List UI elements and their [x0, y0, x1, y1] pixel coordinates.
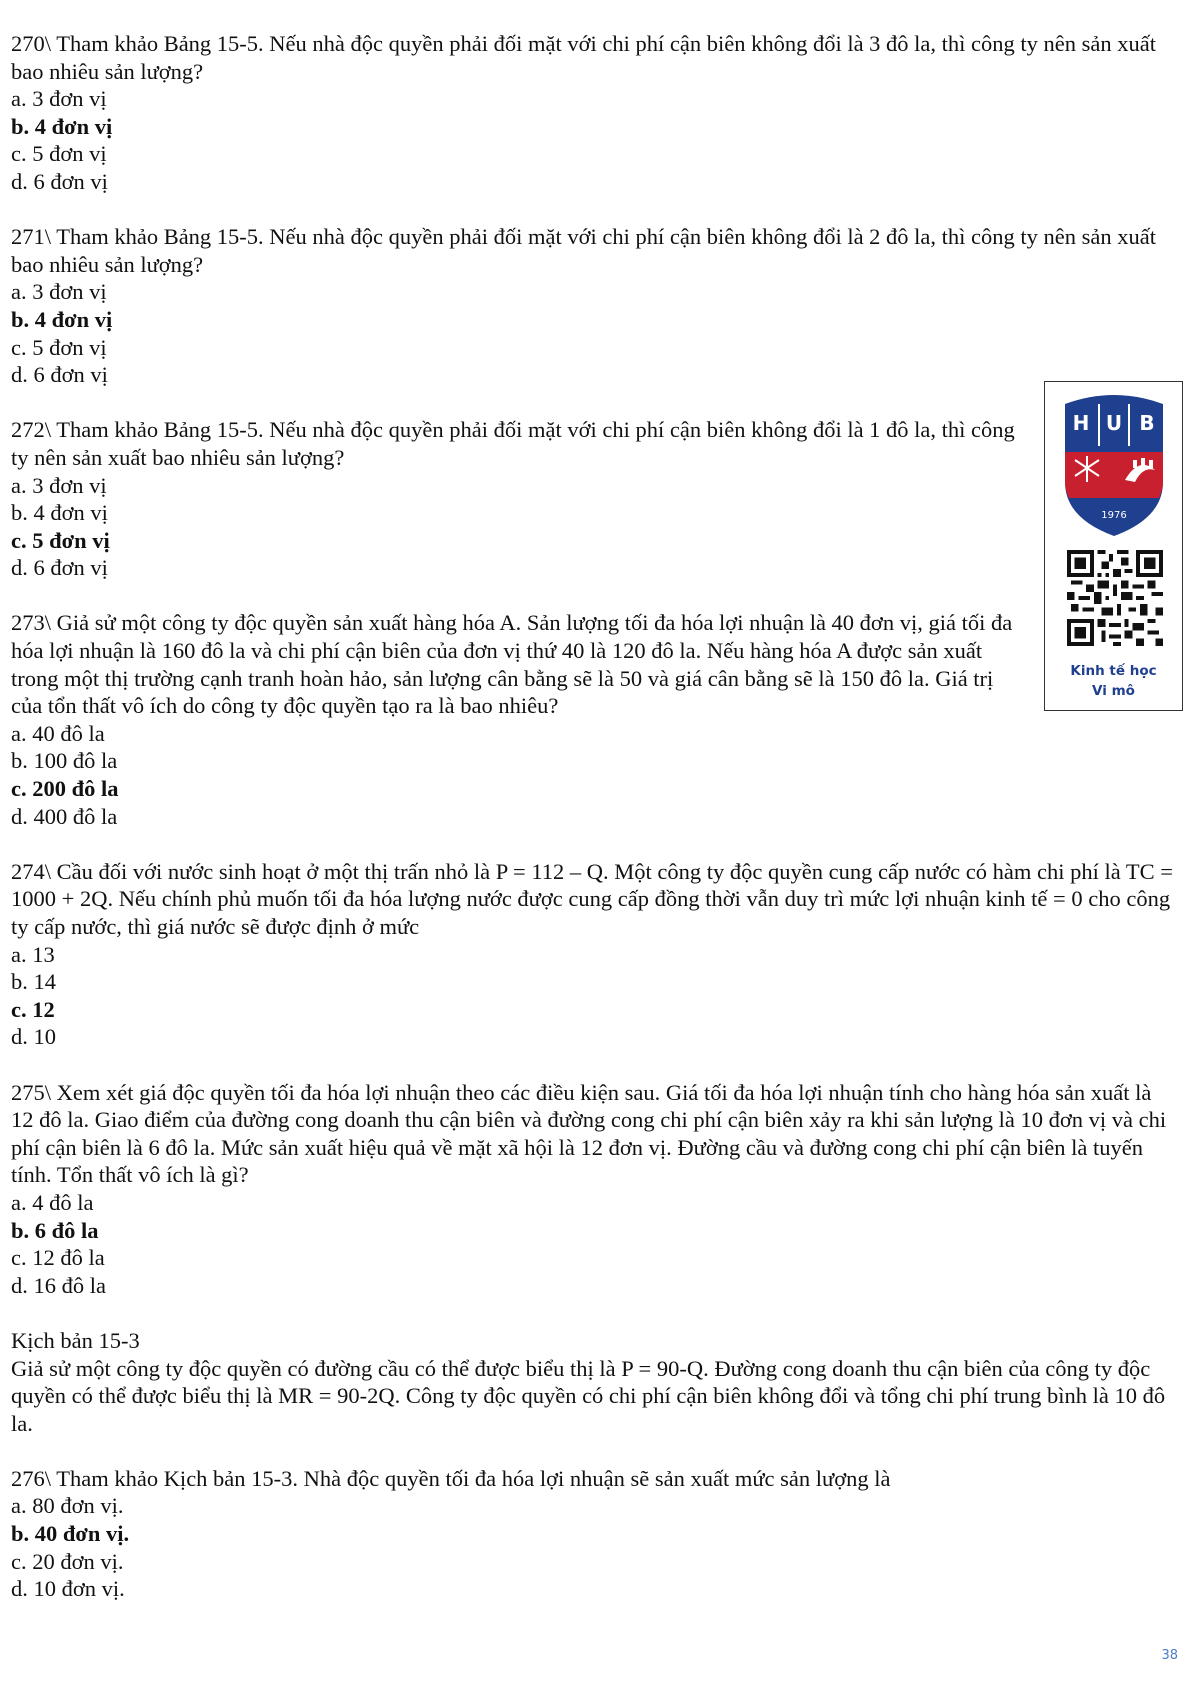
question-stem: 273\ Giả sử một công ty độc quyền sản xuất hàng hóa A. Sản lượng tối đa hóa lợi nhuận là 40 đơn vị, giá tối đa hóa lợi nhuận là 160 đô la và chi phí cận biên của đơn vị thứ 40 là 120 đô la. Nếu hàng hóa A được sản xuất trong một thị trường cạnh tranh hoàn hảo, sản lượng cân bằng sẽ là 50 và giá cân bằng sẽ là 150 đô la. Giá trị của tổn thất vô ích do công ty độc quyền tạo ra là bao nhiêu?	[11, 610, 1013, 719]
option-b: b. 100 đô la	[11, 748, 118, 774]
option-b-correct: b. 40 đơn vị.	[11, 1521, 130, 1547]
option-a: a. 40 đô la	[11, 720, 105, 746]
question-stem: 275\ Xem xét giá độc quyền tối đa hóa lợi nhuận theo các điều kiện sau. Giá tối đa hóa lợi nhuận tính cho hàng hóa sản xuất là 12 đô la. Giao điểm của đường cong doanh thu cận biên và đường cong chi phí cận biên xảy ra khi sản lượng là 10 đơn vị và chi phí cận biên là 6 đô la. Mức sản xuất hiệu quả về mặt xã hội là 12 đơn vị. Đường cầu và đường cong chi phí cận biên là tuyến tính. Tổn thất vô ích là gì?	[11, 1079, 1167, 1188]
question-276	[11, 1465, 1173, 1603]
option-a: a. 3 đơn vị	[11, 279, 107, 305]
option-b: b. 4 đơn vị	[11, 500, 108, 526]
page-number: 38	[1161, 1648, 1178, 1663]
hub-badge	[1044, 381, 1183, 711]
option-c-correct: c. 12	[11, 996, 55, 1022]
option-a: a. 3 đơn vị	[11, 86, 107, 112]
question-272	[11, 416, 1173, 582]
option-d: d. 400 đô la	[11, 803, 118, 829]
option-b-correct: b. 4 đơn vị	[11, 306, 113, 332]
option-d: d. 10 đơn vị.	[11, 1576, 125, 1602]
question-stem: 272\ Tham khảo Bảng 15-5. Nếu nhà độc quyền phải đối mặt với chi phí cận biên không đổi là 1 đô la, thì công ty nên sản xuất bao nhiêu sản lượng?	[11, 417, 1015, 470]
qr-code-icon	[1067, 550, 1163, 646]
option-b-correct: b. 6 đô la	[11, 1217, 99, 1243]
option-d: d. 6 đơn vị	[11, 362, 108, 388]
question-stem: 276\ Tham khảo Kịch bản 15-3. Nhà độc quyền tối đa hóa lợi nhuận sẽ sản xuất mức sản lượng là	[11, 1465, 891, 1491]
option-b: b. 14	[11, 969, 56, 995]
question-stem: 274\ Cầu đối với nước sinh hoạt ở một thị trấn nhỏ là P = 112 – Q. Một công ty độc quyền cung cấp nước có hàm chi phí là TC = 1000 + 2Q. Nếu chính phủ muốn tối đa hóa lượng nước được cung cấp đồng thời vẫn duy trì mức lợi nhuận kinh tế = 0 cho công ty cấp nước, thì giá nước sẽ được định ở mức	[11, 858, 1173, 939]
option-a: a. 80 đơn vị.	[11, 1493, 124, 1519]
option-d: d. 6 đơn vị	[11, 168, 108, 194]
option-d: d. 16 đô la	[11, 1272, 106, 1298]
svg-text:1976: 1976	[1101, 510, 1127, 521]
svg-text:B: B	[1139, 411, 1155, 435]
option-a: a. 3 đơn vị	[11, 472, 107, 498]
option-c-correct: c. 200 đô la	[11, 776, 119, 802]
option-c-correct: c. 5 đơn vị	[11, 527, 110, 553]
question-274	[11, 858, 1173, 1051]
option-c: c. 12 đô la	[11, 1245, 105, 1271]
badge-subject-subtitle: Vi mô	[1092, 683, 1135, 699]
svg-text:U: U	[1105, 411, 1123, 435]
option-d: d. 10	[11, 1024, 56, 1050]
question-stem: 271\ Tham khảo Bảng 15-5. Nếu nhà độc quyền phải đối mặt với chi phí cận biên không đổi là 2 đô la, thì công ty nên sản xuất bao nhiêu sản lượng?	[11, 224, 1157, 277]
question-271	[11, 223, 1173, 389]
question-stem: 270\ Tham khảo Bảng 15-5. Nếu nhà độc quyền phải đối mặt với chi phí cận biên không đổi là 3 đô la, thì công ty nên sản xuất bao nhiêu sản lượng?	[11, 31, 1157, 84]
question-273	[11, 609, 1173, 830]
question-270	[11, 30, 1173, 196]
option-c: c. 5 đơn vị	[11, 141, 107, 167]
option-b-correct: b. 4 đơn vị	[11, 113, 113, 139]
question-275	[11, 1079, 1173, 1300]
badge-subject-title: Kinh tế học	[1070, 663, 1157, 679]
scenario-text: Giả sử một công ty độc quyền có đường cầu có thể được biểu thị là P = 90-Q. Đường cong doanh thu cận biên của công ty độc quyền có thể được biểu thị là MR = 90-2Q. Công ty độc quyền có chi phí cận biên không đổi và tổng chi phí trung bình là 10 đô la.	[11, 1355, 1166, 1436]
document-body	[11, 30, 1173, 1603]
option-d: d. 6 đơn vị	[11, 555, 108, 581]
option-a: a. 13	[11, 941, 55, 967]
scenario-title: Kịch bản 15-3	[11, 1327, 140, 1353]
svg-text:H: H	[1072, 411, 1090, 435]
scenario-15-3	[11, 1327, 1173, 1437]
option-a: a. 4 đô la	[11, 1189, 94, 1215]
option-c: c. 20 đơn vị.	[11, 1548, 124, 1574]
hub-shield-logo-icon	[1059, 390, 1169, 540]
option-c: c. 5 đơn vị	[11, 334, 107, 360]
